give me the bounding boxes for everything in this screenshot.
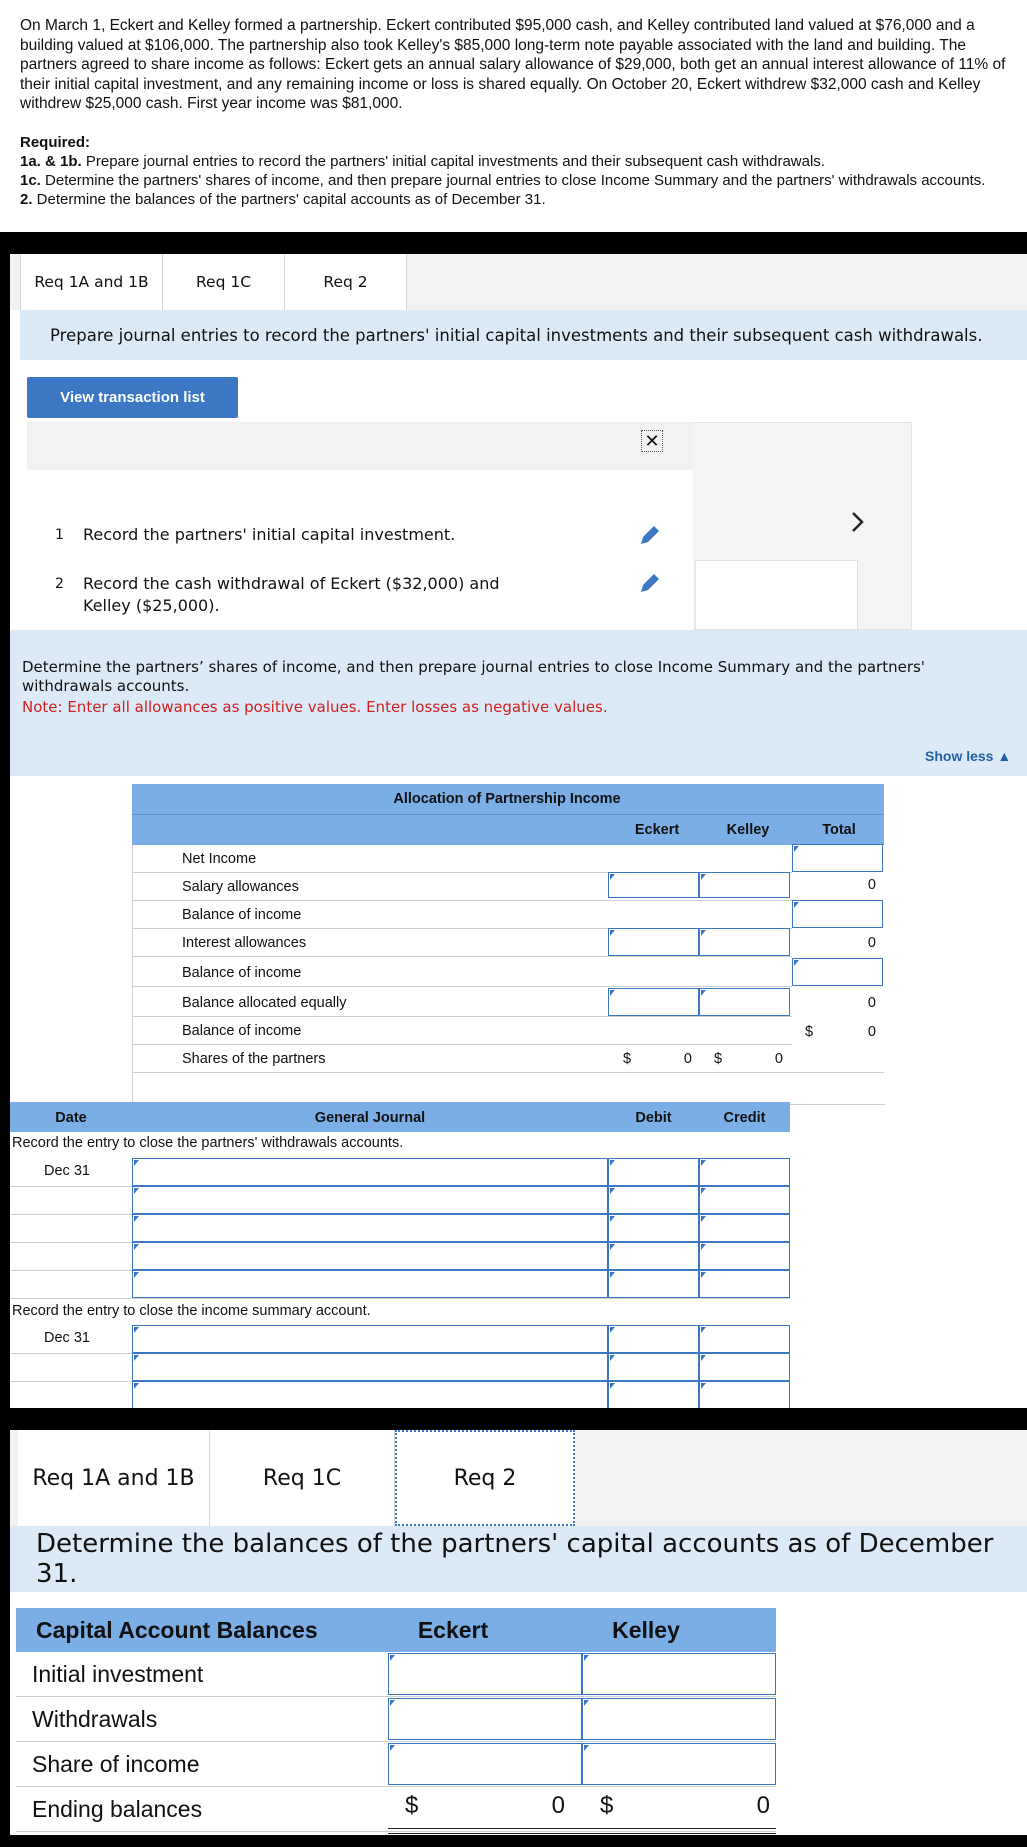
interest-eckert-input[interactable] — [608, 928, 699, 956]
capital-kelley-input[interactable] — [582, 1698, 776, 1740]
allocation-row-label: Net Income — [182, 851, 257, 867]
ending-kelley: 0 — [756, 1792, 770, 1819]
req-1ab-label: 1a. & 1b. — [20, 153, 82, 170]
tab-req-1ab[interactable]: Req 1A and 1B — [18, 1430, 210, 1526]
credit-header: Credit — [723, 1110, 766, 1126]
allocation-row-label: Shares of the partners — [182, 1051, 326, 1067]
salary-total: 0 — [867, 877, 876, 893]
transaction-text: Record the partners' initial capital investment. — [83, 525, 456, 544]
transaction-number: 2 — [55, 576, 64, 592]
capital-eckert-input[interactable] — [388, 1743, 582, 1785]
ending-kelley-dollar: $ — [600, 1792, 614, 1819]
account-input[interactable] — [132, 1242, 608, 1270]
allocation-row-label: Balance of income — [182, 907, 302, 923]
allocation-row-label: Salary allowances — [182, 879, 299, 895]
shares-eckert-dollar: $ — [623, 1051, 632, 1067]
credit-input[interactable] — [699, 1353, 790, 1381]
row-divider — [132, 986, 792, 987]
journal-header — [10, 1102, 790, 1132]
capital-col-kelley: Kelley — [612, 1617, 680, 1643]
account-input[interactable] — [132, 1381, 608, 1409]
divider-band — [10, 1835, 1027, 1847]
capital-title: Capital Account Balances — [36, 1617, 318, 1643]
row-divider — [16, 1741, 776, 1742]
section-req-1ab — [0, 254, 1027, 630]
entry-date: Dec 31 — [44, 1163, 90, 1179]
row-divider — [132, 900, 792, 901]
transaction-text: Record the cash withdrawal of Eckert ($32,000) and Kelley ($25,000). — [83, 574, 500, 615]
shares-kelley-dollar: $ — [714, 1051, 723, 1067]
debit-header: Debit — [635, 1110, 672, 1126]
required-list — [20, 133, 1020, 209]
credit-input[interactable] — [699, 1242, 790, 1270]
tab-req-1ab[interactable]: Req 1A and 1B — [20, 254, 163, 310]
tab-req-2[interactable]: Req 2 — [285, 254, 407, 310]
credit-input[interactable] — [699, 1214, 790, 1242]
account-input[interactable] — [132, 1353, 608, 1381]
account-input[interactable] — [132, 1325, 608, 1353]
credit-input[interactable] — [699, 1270, 790, 1298]
chevron-right-icon[interactable] — [848, 510, 868, 534]
row-divider — [132, 1072, 884, 1073]
problem-panel — [0, 0, 1027, 232]
capital-eckert-input[interactable] — [388, 1653, 582, 1695]
entry-date: Dec 31 — [44, 1330, 90, 1346]
instruction-text: Determine the partners’ shares of income, and then prepare journal entries to close Income Summary and the partners' withdrawals accounts. — [22, 658, 925, 695]
note-text: Note: Enter all allowances as positive values. Enter losses as negative values. — [22, 698, 608, 716]
allocation-row-label: Balance of income — [182, 1023, 302, 1039]
entry-label: Record the entry to close the income summary account. — [12, 1303, 371, 1319]
tab-req-1c[interactable]: Req 1C — [210, 1430, 395, 1526]
credit-input[interactable] — [699, 1325, 790, 1353]
account-input[interactable] — [132, 1214, 608, 1242]
balance-income-2-input[interactable] — [792, 958, 883, 986]
capital-eckert-input[interactable] — [388, 1698, 582, 1740]
equally-kelley-input[interactable] — [699, 988, 790, 1016]
capital-kelley-input[interactable] — [582, 1743, 776, 1785]
problem-text: On March 1, Eckert and Kelley formed a partnership. Eckert contributed $95,000 cash, and Kelley contributed land valued at $76,000 and a building valued at $106,000. The partnership also took Kelley's $85,000 long-term note payable associated with the land and building. The partners agreed to share income as follows: Eckert gets an annual salary allowance of $29,000, both get an annual interest allowance of 11% of their initial capital investment, and any remaining income or loss is shared equally. On October 20, Eckert withdrew $32,000 cash and Kelley withdrew $25,000 cash. First year income was $81,000. — [20, 17, 1006, 112]
capital-row-label: Ending balances — [32, 1796, 203, 1822]
row-divider — [16, 1786, 776, 1787]
capital-row-label: Withdrawals — [32, 1706, 158, 1732]
required-label: Required: — [20, 134, 91, 151]
shares-eckert: 0 — [683, 1051, 692, 1067]
ending-eckert: 0 — [551, 1792, 565, 1819]
capital-row-label: Share of income — [32, 1751, 200, 1777]
allocation-row-label: Balance allocated equally — [182, 995, 347, 1011]
credit-input[interactable] — [699, 1158, 790, 1186]
shares-kelley: 0 — [774, 1051, 783, 1067]
debit-input[interactable] — [608, 1242, 699, 1270]
allocation-title-header — [132, 784, 884, 814]
debit-input[interactable] — [608, 1353, 699, 1381]
section-req-2 — [0, 1430, 1027, 1847]
transaction-number: 1 — [55, 527, 64, 543]
divider-band — [0, 1408, 1027, 1430]
debit-input[interactable] — [608, 1325, 699, 1353]
pencil-icon[interactable] — [637, 522, 663, 548]
credit-input[interactable] — [699, 1381, 790, 1409]
debit-input[interactable] — [608, 1158, 699, 1186]
instruction-banner: Determine the balances of the partners' capital accounts as of December 31. — [10, 1526, 1027, 1592]
row-divider — [132, 1044, 792, 1045]
balance-dollar: $ — [805, 1024, 814, 1040]
instruction-banner: Prepare journal entries to record the partners' initial capital investments and their subsequent cash withdrawals. — [20, 310, 1027, 360]
credit-input[interactable] — [699, 1186, 790, 1214]
date-header: Date — [55, 1110, 87, 1126]
interest-total: 0 — [867, 935, 876, 951]
equally-eckert-input[interactable] — [608, 988, 699, 1016]
pencil-icon[interactable] — [637, 570, 663, 596]
req-2-label: 2. — [20, 191, 33, 208]
row-divider — [132, 956, 792, 957]
tab-req-2[interactable]: Req 2 — [395, 1430, 575, 1526]
row-divider — [10, 1298, 790, 1299]
interest-kelley-input[interactable] — [699, 928, 790, 956]
salary-kelley-input[interactable] — [699, 872, 790, 898]
debit-input[interactable] — [608, 1270, 699, 1298]
debit-input[interactable] — [608, 1381, 699, 1409]
general-journal-header: General Journal — [314, 1110, 426, 1126]
net-income-total-input[interactable] — [792, 844, 883, 872]
row-divider — [132, 1016, 792, 1017]
capital-col-eckert: Eckert — [417, 1617, 489, 1643]
account-input[interactable] — [132, 1158, 608, 1186]
show-less-link[interactable]: Show less ▲ — [925, 748, 1012, 764]
req-1c-label: 1c. — [20, 172, 41, 189]
close-icon[interactable]: ✕ — [641, 430, 663, 452]
row-divider — [16, 1696, 776, 1697]
account-input[interactable] — [132, 1270, 608, 1298]
balance-income-1-input[interactable] — [792, 900, 883, 928]
allocation-row-label: Interest allowances — [182, 935, 307, 951]
col-eckert: Eckert — [634, 822, 680, 838]
capital-kelley-input[interactable] — [582, 1653, 776, 1695]
col-kelley: Kelley — [726, 822, 770, 838]
req-2-text: Determine the balances of the partners' capital accounts as of December 31. — [32, 191, 546, 208]
debit-input[interactable] — [608, 1214, 699, 1242]
allocation-row-label: Balance of income — [182, 965, 302, 981]
ending-eckert-dollar: $ — [405, 1792, 419, 1819]
transaction-panel-header — [27, 422, 693, 471]
transaction-detail-card — [695, 560, 858, 630]
account-input[interactable] — [132, 1186, 608, 1214]
capital-header — [16, 1608, 776, 1652]
debit-input[interactable] — [608, 1186, 699, 1214]
view-transaction-list-button[interactable]: View transaction list — [27, 377, 238, 418]
equally-total: 0 — [867, 995, 876, 1011]
allocation-col-header — [132, 814, 884, 845]
salary-eckert-input[interactable] — [608, 872, 699, 898]
tab-req-1c[interactable]: Req 1C — [163, 254, 285, 310]
col-total: Total — [822, 822, 856, 838]
balance-income-final: 0 — [867, 1024, 876, 1040]
section-req-1c — [0, 630, 1027, 1408]
entry-label: Record the entry to close the partners' withdrawals accounts. — [12, 1135, 404, 1151]
req-1c-text: Determine the partners' shares of income, and then prepare journal entries to close Income Summary and the partners' withdrawals accounts. — [40, 172, 986, 189]
divider-band — [0, 232, 1027, 254]
req-1ab-text: Prepare journal entries to record the partners' initial capital investments and their subsequent cash withdrawals. — [81, 153, 825, 170]
allocation-title: Allocation of Partnership Income — [393, 791, 621, 807]
capital-row-label: Initial investment — [32, 1661, 204, 1687]
double-underline — [388, 1828, 776, 1834]
instruction-banner — [10, 630, 1027, 776]
